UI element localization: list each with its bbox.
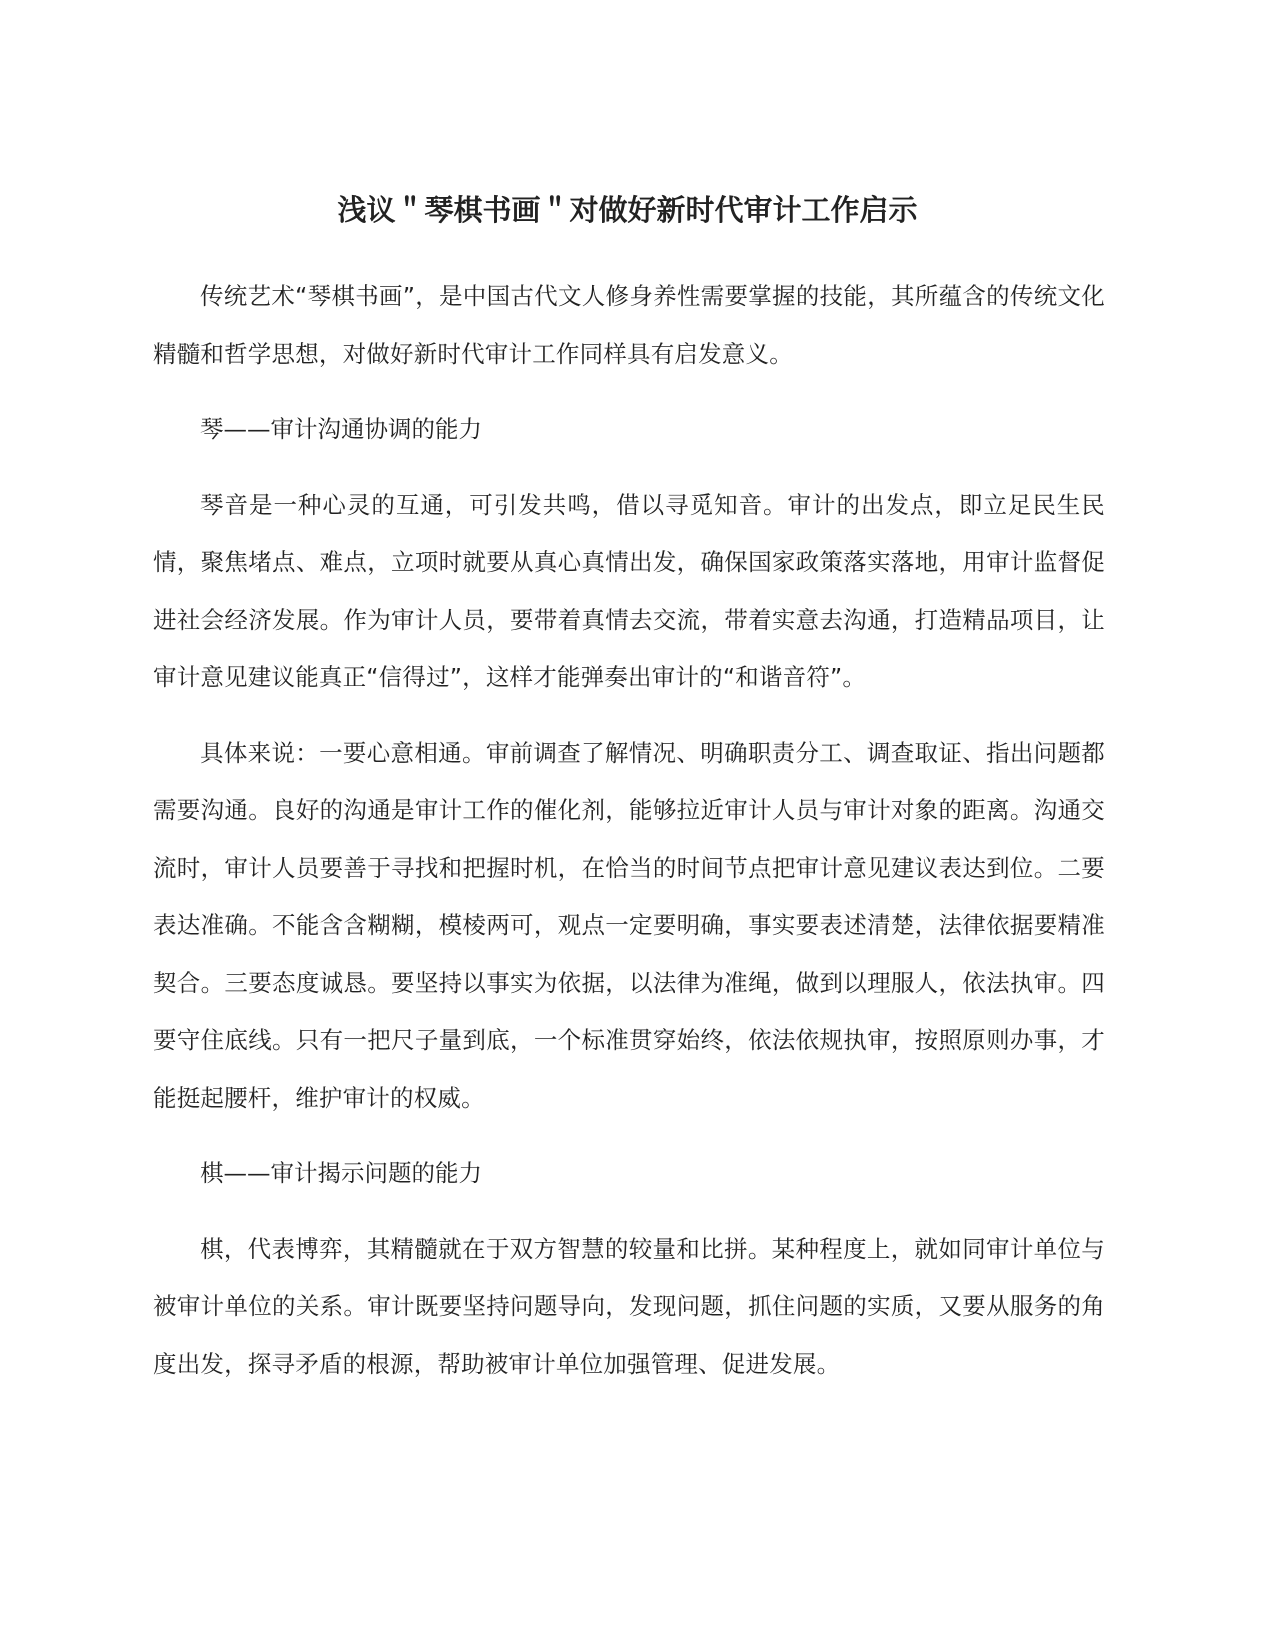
intro-paragraph: 传统艺术“琴棋书画”，是中国古代文人修身养性需要掌握的技能，其所蕴含的传统文化精髓和哲学思想，对做好新时代审计工作同样具有启发意义。 bbox=[153, 282, 1105, 368]
document-body bbox=[153, 268, 1105, 1411]
section-heading-qi: 棋——审计揭示问题的能力 bbox=[200, 1159, 482, 1187]
body-paragraph: 琴音是一种心灵的互通，可引发共鸣，借以寻觅知音。审计的出发点，即立足民生民情，聚焦堵点、难点，立项时就要从真心真情出发，确保国家政策落实落地，用审计监督促进社会经济发展。作为审计人员，要带着真情去交流，带着实意去沟通，打造精品项目，让审计意见建议能真正“信得过”，这样才能弹奏出审计的“和谐音符”。 bbox=[153, 490, 1105, 691]
section-heading-qin: 琴——审计沟通协调的能力 bbox=[200, 415, 482, 443]
body-paragraph: 具体来说：一要心意相通。审前调查了解情况、明确职责分工、调查取证、指出问题都需要沟通。良好的沟通是审计工作的催化剂，能够拉近审计人员与审计对象的距离。沟通交流时，审计人员要善于寻找和把握时机，在恰当的时间节点把审计意见建议表达到位。二要表达准确。不能含含糊糊，模棱两可，观点一定要明确，事实要表述清楚，法律依据要精准契合。三要态度诚恳。要坚持以事实为依据，以法律为准绳，做到以理服人，依法执审。四要守住底线。只有一把尺子量到底，一个标准贯穿始终，依法依规执审，按照原则办事，才能挺起腰杆，维护审计的权威。 bbox=[153, 738, 1105, 1112]
document-title: 浅议＂琴棋书画＂对做好新时代审计工作启示 bbox=[337, 193, 918, 227]
body-paragraph: 棋，代表博弈，其精髓就在于双方智慧的较量和比拼。某种程度上，就如同审计单位与被审计单位的关系。审计既要坚持问题导向，发现问题，抓住问题的实质，又要从服务的角度出发，探寻矛盾的根源，帮助被审计单位加强管理、促进发展。 bbox=[153, 1234, 1105, 1378]
